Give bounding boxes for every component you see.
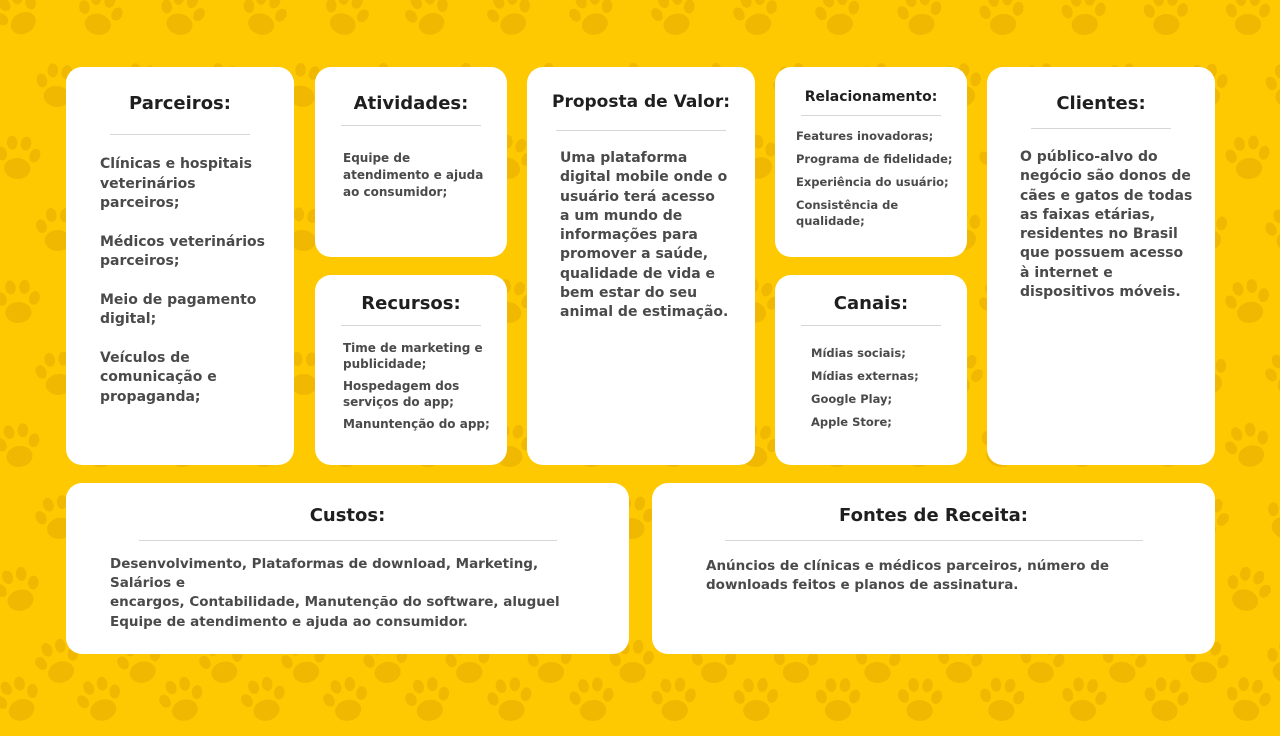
paw-print-icon [475,0,546,49]
list-item: Veículos de comunicação e propaganda; [100,349,274,408]
customers-text: O público-alvo do negócio são donos de cães e gatos de todas as faixas etárias, residentes no Brasil que possuem acesso à internet e dispositivos móveis. [987,129,1215,302]
channels-card [775,275,967,465]
value-proposition-title: Proposta de Valor: [527,92,755,112]
list-item: Manuntenção do app; [343,416,493,432]
resources-title: Recursos: [315,293,507,314]
channels-list [775,326,967,430]
text-line: Desenvolvimento, Plataformas de download, Marketing, Salários e [110,555,589,593]
resources-card [315,275,507,465]
channels-title: Canais: [775,293,967,314]
paw-print-icon [392,0,464,50]
partners-title: Parceiros: [66,93,294,114]
relationship-list [775,116,967,229]
paw-print-icon [1216,668,1280,733]
list-item: Clínicas e hospitais veterinários parceiros; [100,155,274,214]
list-item: Time de marketing e publicidade; [343,340,493,372]
relationship-card [775,67,967,257]
partners-list [66,135,294,407]
paw-print-icon [1054,0,1114,44]
value-proposition-text: Uma plataforma digital mobile onde o usuário terá acesso a um mundo de informações para promover a saúde, qualidade de vida e bem estar do seu animal de estimação. [527,131,755,323]
paw-print-icon [1215,269,1280,335]
paw-print-icon [971,0,1033,45]
activities-card [315,67,507,257]
paw-print-icon [313,667,379,733]
paw-print-icon [0,556,52,624]
list-item: Programa de fidelidade; [796,151,955,167]
customers-card [987,67,1215,465]
revenue-streams-text: Anúncios de clínicas e médicos parceiros, número de downloads feitos e planos de assinatura. [652,541,1215,595]
resources-list [315,326,507,432]
paw-print-icon [229,0,298,49]
list-item: Médicos veterinários parceiros; [100,233,274,272]
paw-print-icon [727,671,785,729]
list-item: Mídias externas; [811,368,955,384]
text-line: encargos, Contabilidade, Manutenção do software, aluguel [110,593,589,612]
paw-print-icon [1256,198,1280,262]
paw-print-icon [0,0,56,52]
paw-print-icon [67,0,133,47]
paw-print-icon [557,0,626,49]
paw-print-icon [640,0,708,48]
paw-print-icon [972,670,1032,730]
activities-list [315,126,507,201]
paw-print-icon [478,668,541,731]
list-item: Experiência do usuário; [796,174,955,190]
paw-print-icon [0,273,47,331]
activities-title: Atividades: [315,93,507,114]
paw-print-icon [888,0,951,46]
costs-card [66,483,629,654]
paw-print-icon [1137,0,1195,43]
list-item: Google Play; [811,391,955,407]
paw-print-icon [396,668,461,733]
paw-print-icon [148,0,216,48]
list-item: Equipe de atendimento e ajuda ao consumidor; [343,150,493,201]
costs-text [66,541,629,632]
paw-print-icon [644,670,704,730]
relationship-title: Relacionamento: [775,89,967,105]
list-item: Consistência de qualidade; [796,197,955,229]
revenue-streams-card [652,483,1215,654]
paw-print-icon [1213,555,1280,624]
list-item: Meio de pagamento digital; [100,291,274,330]
paw-print-icon [561,669,623,731]
paw-print-icon [1053,669,1115,731]
list-item: Features inovadoras; [796,128,955,144]
revenue-streams-title: Fontes de Receita: [652,505,1215,526]
paw-print-icon [0,128,48,188]
paw-print-icon [1213,411,1280,482]
paw-print-icon [891,671,949,729]
paw-print-icon [723,0,789,47]
costs-title: Custos: [66,505,629,526]
paw-print-icon [0,414,50,477]
paw-print-icon [1220,0,1276,42]
list-item: Mídias sociais; [811,345,955,361]
partners-card [66,67,294,465]
value-proposition-card [527,67,755,465]
paw-print-icon [1217,127,1279,189]
text-line: Equipe de atendimento e ajuda ao consumidor. [110,613,589,632]
customers-title: Clientes: [987,93,1215,114]
paw-print-icon [1252,482,1280,553]
paw-print-icon [1254,340,1280,409]
paw-print-icon [1259,57,1280,116]
list-item: Hospedagem dos serviços do app; [343,378,493,410]
paw-print-icon [806,0,871,46]
paw-print-icon [1134,668,1197,731]
paw-print-icon [311,0,382,49]
list-item: Apple Store; [811,414,955,430]
